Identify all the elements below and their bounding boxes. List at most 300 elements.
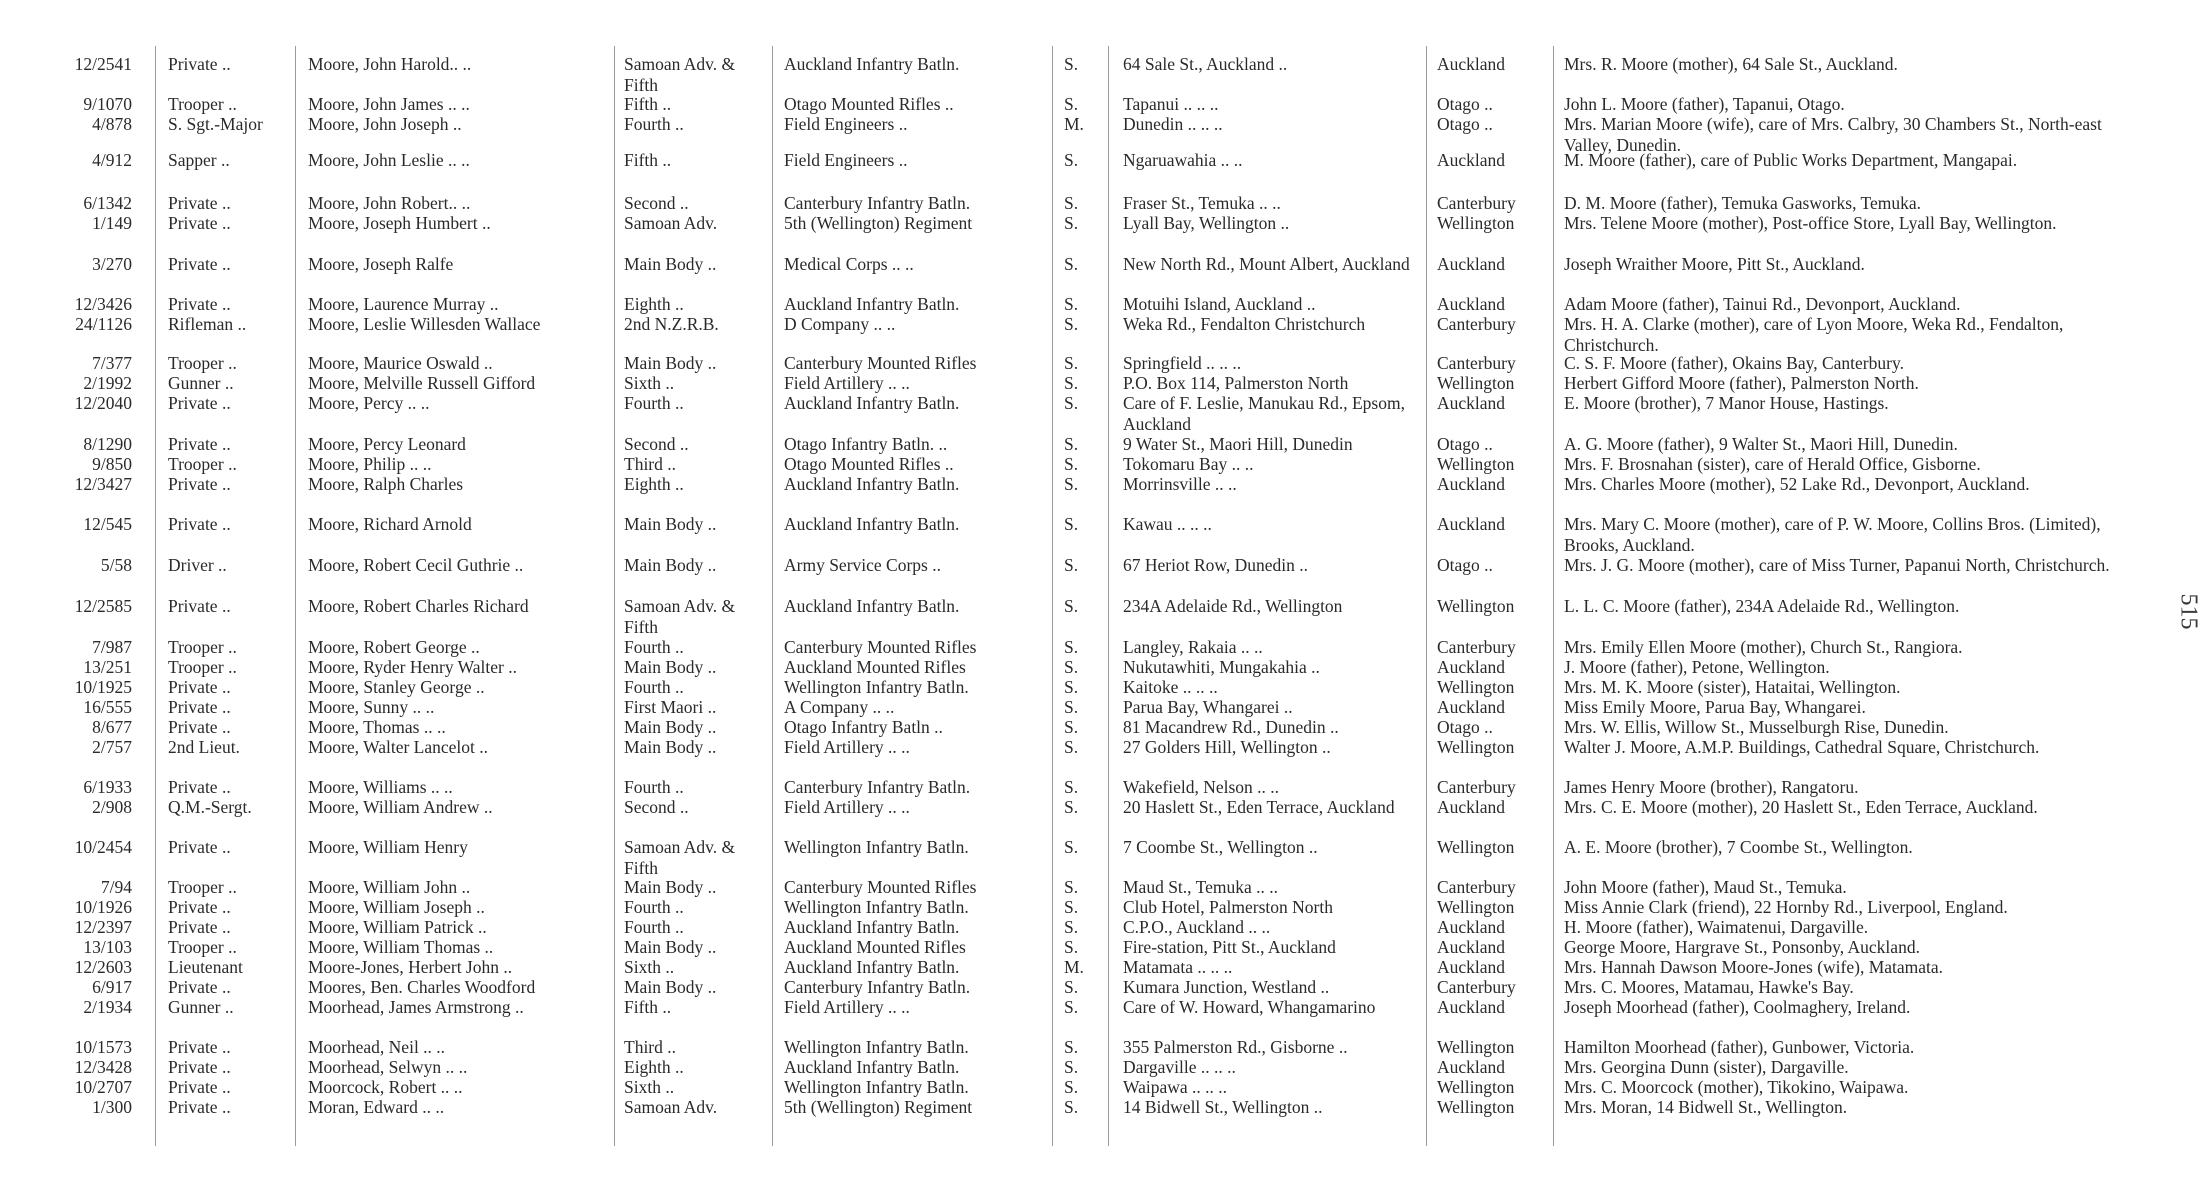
soldier-name-cell: Moore, Walter Lancelot .. (308, 737, 489, 757)
corps-cell: Auckland Infantry Batln. (784, 54, 960, 74)
marital-status-cell: S. (1064, 1037, 1079, 1057)
next-of-kin-cell: Hamilton Moorhead (father), Gunbower, Victoria. (1564, 1037, 1915, 1057)
rank-cell: Trooper .. (168, 937, 237, 957)
regimental-number-cell: 12/3427 (74, 474, 132, 494)
draft-unit-cell: Main Body .. (624, 877, 717, 897)
marital-status-cell: S. (1064, 697, 1079, 717)
district-cell: Auckland (1437, 254, 1506, 274)
soldier-name-cell: Moran, Edward .. .. (308, 1097, 445, 1117)
soldier-name-cell: Moore, Ryder Henry Walter .. (308, 657, 517, 677)
district-cell: Auckland (1437, 393, 1506, 413)
district-cell: Wellington (1437, 737, 1515, 757)
rank-cell: Private .. (168, 193, 231, 213)
next-of-kin-cell: James Henry Moore (brother), Rangatoru. (1564, 777, 1859, 797)
soldier-name-cell: Moore, Melville Russell Gifford (308, 373, 536, 393)
next-of-kin-cell: Mrs. C. Moores, Matamau, Hawke's Bay. (1564, 977, 1854, 997)
draft-unit-cell: Fourth .. (624, 777, 684, 797)
last-address-cell: 20 Haslett St., Eden Terrace, Auckland (1123, 797, 1395, 817)
next-of-kin-cell: Joseph Wraither Moore, Pitt St., Auckland. (1564, 254, 1865, 274)
regimental-number-cell: 1/300 (92, 1097, 132, 1117)
draft-unit-cell: Second .. (624, 434, 689, 454)
draft-unit-cell: Fourth .. (624, 637, 684, 657)
district-cell: Auckland (1437, 294, 1506, 314)
district-cell: Auckland (1437, 657, 1506, 677)
regimental-number-cell: 16/555 (83, 697, 132, 717)
rank-cell: Private .. (168, 777, 231, 797)
next-of-kin-cell: Mrs. R. Moore (mother), 64 Sale St., Auckland. (1564, 54, 1898, 74)
column-divider (614, 46, 615, 1146)
rank-cell: Private .. (168, 596, 231, 616)
marital-status-cell: S. (1064, 353, 1079, 373)
marital-status-cell: S. (1064, 213, 1079, 233)
marital-status-cell: M. (1064, 114, 1084, 134)
district-cell: Auckland (1437, 697, 1506, 717)
regimental-number-cell: 10/1925 (74, 677, 132, 697)
district-cell: Wellington (1437, 373, 1515, 393)
corps-cell: Auckland Infantry Batln. (784, 917, 960, 937)
soldier-name-cell: Moore, Richard Arnold (308, 514, 472, 534)
soldier-name-cell: Moore, Ralph Charles (308, 474, 464, 494)
corps-cell: Otago Infantry Batln. .. (784, 434, 948, 454)
last-address-cell: Springfield .. .. .. (1123, 353, 1242, 373)
district-cell: Canterbury (1437, 353, 1516, 373)
last-address-cell: Care of F. Leslie, Manukau Rd., Epsom, Auckland (1123, 393, 1405, 434)
last-address-cell: Wakefield, Nelson .. .. (1123, 777, 1280, 797)
regimental-number-cell: 24/1126 (75, 314, 132, 334)
regimental-number-cell: 7/987 (92, 637, 132, 657)
soldier-name-cell: Moore, Maurice Oswald .. (308, 353, 493, 373)
corps-cell: D Company .. .. (784, 314, 896, 334)
soldier-name-cell: Moore, Laurence Murray .. (308, 294, 499, 314)
next-of-kin-cell: H. Moore (father), Waimatenui, Dargaville. (1564, 917, 1869, 937)
rank-cell: Trooper .. (168, 657, 237, 677)
last-address-cell: Waipawa .. .. .. (1123, 1077, 1228, 1097)
district-cell: Otago .. (1437, 114, 1493, 134)
last-address-cell: 81 Macandrew Rd., Dunedin .. (1123, 717, 1339, 737)
rank-cell: Private .. (168, 54, 231, 74)
district-cell: Wellington (1437, 897, 1515, 917)
last-address-cell: 27 Golders Hill, Wellington .. (1123, 737, 1331, 757)
marital-status-cell: S. (1064, 555, 1079, 575)
corps-cell: Otago Infantry Batln .. (784, 717, 943, 737)
rank-cell: Private .. (168, 474, 231, 494)
last-address-cell: Weka Rd., Fendalton Christchurch (1123, 314, 1366, 334)
rank-cell: Private .. (168, 434, 231, 454)
regimental-number-cell: 12/2397 (74, 917, 132, 937)
marital-status-cell: S. (1064, 937, 1079, 957)
corps-cell: Medical Corps .. .. (784, 254, 914, 274)
district-cell: Auckland (1437, 54, 1506, 74)
next-of-kin-cell: John Moore (father), Maud St., Temuka. (1564, 877, 1847, 897)
corps-cell: Auckland Infantry Batln. (784, 1057, 960, 1077)
next-of-kin-cell: George Moore, Hargrave St., Ponsonby, Auckland. (1564, 937, 1920, 957)
regimental-number-cell: 12/2541 (74, 54, 132, 74)
next-of-kin-cell: M. Moore (father), care of Public Works Department, Mangapai. (1564, 150, 2018, 170)
last-address-cell: 14 Bidwell St., Wellington .. (1123, 1097, 1323, 1117)
soldier-name-cell: Moore, Robert Cecil Guthrie .. (308, 555, 524, 575)
corps-cell: Field Artillery .. .. (784, 373, 910, 393)
regimental-number-cell: 6/917 (92, 977, 132, 997)
corps-cell: Field Artillery .. .. (784, 797, 910, 817)
next-of-kin-cell: L. L. C. Moore (father), 234A Adelaide Rd., Wellington. (1564, 596, 1960, 616)
regimental-number-cell: 2/1992 (83, 373, 132, 393)
draft-unit-cell: Main Body .. (624, 555, 717, 575)
soldier-name-cell: Moore, John Robert.. .. (308, 193, 471, 213)
rank-cell: Private .. (168, 1037, 231, 1057)
marital-status-cell: S. (1064, 977, 1079, 997)
last-address-cell: Tapanui .. .. .. (1123, 94, 1219, 114)
regimental-number-cell: 12/3426 (74, 294, 132, 314)
marital-status-cell: M. (1064, 957, 1084, 977)
rank-cell: Private .. (168, 677, 231, 697)
regimental-number-cell: 6/1342 (83, 193, 132, 213)
district-cell: Auckland (1437, 937, 1506, 957)
marital-status-cell: S. (1064, 596, 1079, 616)
regimental-number-cell: 6/1933 (83, 777, 132, 797)
next-of-kin-cell: Miss Emily Moore, Parua Bay, Whangarei. (1564, 697, 1866, 717)
soldier-name-cell: Moore, William Henry (308, 837, 468, 857)
regimental-number-cell: 12/2585 (74, 596, 132, 616)
rank-cell: Private .. (168, 1097, 231, 1117)
regimental-number-cell: 4/912 (92, 150, 132, 170)
soldier-name-cell: Moore, Robert Charles Richard (308, 596, 529, 616)
next-of-kin-cell: Walter J. Moore, A.M.P. Buildings, Cathedral Square, Christchurch. (1564, 737, 2040, 757)
draft-unit-cell: Eighth .. (624, 474, 684, 494)
last-address-cell: 64 Sale St., Auckland .. (1123, 54, 1288, 74)
soldier-name-cell: Moorhead, James Armstrong .. (308, 997, 524, 1017)
corps-cell: Auckland Infantry Batln. (784, 294, 960, 314)
draft-unit-cell: Sixth .. (624, 373, 675, 393)
district-cell: Otago .. (1437, 94, 1493, 114)
corps-cell: Auckland Infantry Batln. (784, 474, 960, 494)
draft-unit-cell: Fifth .. (624, 150, 672, 170)
soldier-name-cell: Moore, William Joseph .. (308, 897, 485, 917)
district-cell: Otago .. (1437, 434, 1493, 454)
corps-cell: 5th (Wellington) Regiment (784, 1097, 973, 1117)
next-of-kin-cell: Mrs. Hannah Dawson Moore-Jones (wife), Matamata. (1564, 957, 1944, 977)
draft-unit-cell: Main Body .. (624, 657, 717, 677)
corps-cell: Wellington Infantry Batln. (784, 677, 969, 697)
soldier-name-cell: Moore, John Joseph .. (308, 114, 462, 134)
corps-cell: Canterbury Mounted Rifles (784, 877, 977, 897)
soldier-name-cell: Moore, John Leslie .. .. (308, 150, 470, 170)
district-cell: Auckland (1437, 917, 1506, 937)
district-cell: Canterbury (1437, 977, 1516, 997)
last-address-cell: Tokomaru Bay .. .. (1123, 454, 1254, 474)
draft-unit-cell: Samoan Adv. & Fifth (624, 596, 736, 637)
last-address-cell: Kumara Junction, Westland .. (1123, 977, 1330, 997)
draft-unit-cell: Fourth .. (624, 114, 684, 134)
draft-unit-cell: Third .. (624, 1037, 677, 1057)
next-of-kin-cell: Herbert Gifford Moore (father), Palmerston North. (1564, 373, 1919, 393)
draft-unit-cell: Sixth .. (624, 1077, 675, 1097)
marital-status-cell: S. (1064, 314, 1079, 334)
draft-unit-cell: Fourth .. (624, 393, 684, 413)
next-of-kin-cell: Adam Moore (father), Tainui Rd., Devonport, Auckland. (1564, 294, 1961, 314)
corps-cell: Canterbury Infantry Batln. (784, 777, 971, 797)
last-address-cell: Lyall Bay, Wellington .. (1123, 213, 1290, 233)
draft-unit-cell: First Maori .. (624, 697, 717, 717)
soldier-name-cell: Moore, Philip .. .. (308, 454, 432, 474)
soldier-name-cell: Moore, Joseph Humbert .. (308, 213, 491, 233)
soldier-name-cell: Moore, Leslie Willesden Wallace (308, 314, 541, 334)
marital-status-cell: S. (1064, 637, 1079, 657)
last-address-cell: 7 Coombe St., Wellington .. (1123, 837, 1318, 857)
corps-cell: Otago Mounted Rifles .. (784, 94, 954, 114)
rank-cell: Private .. (168, 294, 231, 314)
soldier-name-cell: Moores, Ben. Charles Woodford (308, 977, 536, 997)
regimental-number-cell: 12/3428 (74, 1057, 132, 1077)
last-address-cell: Kaitoke .. .. .. (1123, 677, 1218, 697)
corps-cell: 5th (Wellington) Regiment (784, 213, 973, 233)
rank-cell: Private .. (168, 213, 231, 233)
last-address-cell: Langley, Rakaia .. .. (1123, 637, 1263, 657)
district-cell: Auckland (1437, 957, 1506, 977)
last-address-cell: Dunedin .. .. .. (1123, 114, 1223, 134)
soldier-name-cell: Moorhead, Selwyn .. .. (308, 1057, 468, 1077)
regimental-number-cell: 12/2040 (74, 393, 132, 413)
corps-cell: Canterbury Infantry Batln. (784, 977, 971, 997)
rank-cell: 2nd Lieut. (168, 737, 240, 757)
marital-status-cell: S. (1064, 1057, 1079, 1077)
district-cell: Canterbury (1437, 637, 1516, 657)
soldier-name-cell: Moore, William Andrew .. (308, 797, 493, 817)
corps-cell: Wellington Infantry Batln. (784, 1037, 969, 1057)
district-cell: Canterbury (1437, 314, 1516, 334)
last-address-cell: Maud St., Temuka .. .. (1123, 877, 1278, 897)
soldier-name-cell: Moore, Williams .. .. (308, 777, 453, 797)
column-divider (295, 46, 296, 1146)
draft-unit-cell: 2nd N.Z.R.B. (624, 314, 719, 334)
regimental-number-cell: 7/377 (92, 353, 132, 373)
district-cell: Canterbury (1437, 777, 1516, 797)
marital-status-cell: S. (1064, 997, 1079, 1017)
district-cell: Auckland (1437, 514, 1506, 534)
rank-cell: Driver .. (168, 555, 227, 575)
district-cell: Wellington (1437, 1037, 1515, 1057)
soldier-name-cell: Moore, Robert George .. (308, 637, 480, 657)
marital-status-cell: S. (1064, 393, 1079, 413)
soldier-name-cell: Moore, Percy .. .. (308, 393, 430, 413)
rank-cell: Sapper .. (168, 150, 230, 170)
draft-unit-cell: Eighth .. (624, 1057, 684, 1077)
rank-cell: Private .. (168, 254, 231, 274)
corps-cell: Field Engineers .. (784, 114, 908, 134)
corps-cell: A Company .. .. (784, 697, 895, 717)
corps-cell: Field Artillery .. .. (784, 997, 910, 1017)
next-of-kin-cell: A. E. Moore (brother), 7 Coombe St., Wellington. (1564, 837, 1913, 857)
corps-cell: Canterbury Mounted Rifles (784, 353, 977, 373)
marital-status-cell: S. (1064, 514, 1079, 534)
last-address-cell: 355 Palmerston Rd., Gisborne .. (1123, 1037, 1348, 1057)
rank-cell: Private .. (168, 1077, 231, 1097)
last-address-cell: Motuihi Island, Auckland .. (1123, 294, 1316, 314)
district-cell: Canterbury (1437, 877, 1516, 897)
rank-cell: Private .. (168, 1057, 231, 1077)
last-address-cell: Nukutawhiti, Mungakahia .. (1123, 657, 1320, 677)
marital-status-cell: S. (1064, 677, 1079, 697)
corps-cell: Field Artillery .. .. (784, 737, 910, 757)
marital-status-cell: S. (1064, 193, 1079, 213)
next-of-kin-cell: A. G. Moore (father), 9 Walter St., Maori Hill, Dunedin. (1564, 434, 1958, 454)
regimental-number-cell: 13/251 (83, 657, 132, 677)
district-cell: Wellington (1437, 596, 1515, 616)
marital-status-cell: S. (1064, 454, 1079, 474)
next-of-kin-cell: Mrs. C. E. Moore (mother), 20 Haslett St., Eden Terrace, Auckland. (1564, 797, 2038, 817)
district-cell: Auckland (1437, 1057, 1506, 1077)
district-cell: Auckland (1437, 474, 1506, 494)
soldier-name-cell: Moorcock, Robert .. .. (308, 1077, 463, 1097)
soldier-name-cell: Moorhead, Neil .. .. (308, 1037, 446, 1057)
marital-status-cell: S. (1064, 294, 1079, 314)
soldier-name-cell: Moore, William Thomas .. (308, 937, 494, 957)
district-cell: Otago .. (1437, 555, 1493, 575)
corps-cell: Wellington Infantry Batln. (784, 1077, 969, 1097)
next-of-kin-cell: Mrs. W. Ellis, Willow St., Musselburgh Rise, Dunedin. (1564, 717, 1949, 737)
corps-cell: Auckland Infantry Batln. (784, 596, 960, 616)
regimental-number-cell: 9/850 (92, 454, 132, 474)
next-of-kin-cell: E. Moore (brother), 7 Manor House, Hastings. (1564, 393, 1889, 413)
regimental-number-cell: 2/757 (92, 737, 132, 757)
last-address-cell: New North Rd., Mount Albert, Auckland (1123, 254, 1410, 274)
corps-cell: Wellington Infantry Batln. (784, 837, 969, 857)
next-of-kin-cell: Mrs. Emily Ellen Moore (mother), Church St., Rangiora. (1564, 637, 1963, 657)
district-cell: Auckland (1437, 150, 1506, 170)
rank-cell: Rifleman .. (168, 314, 247, 334)
regimental-number-cell: 10/1573 (74, 1037, 132, 1057)
marital-status-cell: S. (1064, 917, 1079, 937)
marital-status-cell: S. (1064, 434, 1079, 454)
next-of-kin-cell: Mrs. Moran, 14 Bidwell St., Wellington. (1564, 1097, 1848, 1117)
next-of-kin-cell: J. Moore (father), Petone, Wellington. (1564, 657, 1830, 677)
last-address-cell: 67 Heriot Row, Dunedin .. (1123, 555, 1309, 575)
district-cell: Auckland (1437, 797, 1506, 817)
regimental-number-cell: 12/545 (83, 514, 132, 534)
soldier-name-cell: Moore, Joseph Ralfe (308, 254, 454, 274)
last-address-cell: Matamata .. .. .. (1123, 957, 1233, 977)
district-cell: Wellington (1437, 213, 1515, 233)
district-cell: Auckland (1437, 997, 1506, 1017)
next-of-kin-cell: Mrs. F. Brosnahan (sister), care of Herald Office, Gisborne. (1564, 454, 1981, 474)
draft-unit-cell: Samoan Adv. (624, 1097, 718, 1117)
draft-unit-cell: Eighth .. (624, 294, 684, 314)
marital-status-cell: S. (1064, 474, 1079, 494)
soldier-name-cell: Moore, Percy Leonard (308, 434, 466, 454)
rank-cell: Trooper .. (168, 877, 237, 897)
last-address-cell: Dargaville .. .. .. (1123, 1057, 1236, 1077)
marital-status-cell: S. (1064, 877, 1079, 897)
draft-unit-cell: Fourth .. (624, 677, 684, 697)
regimental-number-cell: 13/103 (83, 937, 132, 957)
regimental-number-cell: 3/270 (92, 254, 132, 274)
corps-cell: Auckland Mounted Rifles (784, 937, 966, 957)
draft-unit-cell: Main Body .. (624, 717, 717, 737)
rank-cell: Q.M.-Sergt. (168, 797, 252, 817)
marital-status-cell: S. (1064, 54, 1079, 74)
corps-cell: Canterbury Mounted Rifles (784, 637, 977, 657)
district-cell: Otago .. (1437, 717, 1493, 737)
soldier-name-cell: Moore, Sunny .. .. (308, 697, 435, 717)
corps-cell: Army Service Corps .. (784, 555, 941, 575)
regimental-number-cell: 8/1290 (83, 434, 132, 454)
district-cell: Wellington (1437, 677, 1515, 697)
draft-unit-cell: Fifth .. (624, 997, 672, 1017)
next-of-kin-cell: John L. Moore (father), Tapanui, Otago. (1564, 94, 1845, 114)
draft-unit-cell: Main Body .. (624, 737, 717, 757)
last-address-cell: C.P.O., Auckland .. .. (1123, 917, 1271, 937)
marital-status-cell: S. (1064, 717, 1079, 737)
next-of-kin-cell: C. S. F. Moore (father), Okains Bay, Canterbury. (1564, 353, 1904, 373)
next-of-kin-cell: Mrs. M. K. Moore (sister), Hataitai, Wellington. (1564, 677, 1901, 697)
last-address-cell: Fire-station, Pitt St., Auckland (1123, 937, 1336, 957)
regimental-number-cell: 12/2603 (74, 957, 132, 977)
regimental-number-cell: 4/878 (92, 114, 132, 134)
marital-status-cell: S. (1064, 1097, 1079, 1117)
regimental-number-cell: 9/1070 (83, 94, 132, 114)
soldier-name-cell: Moore, William Patrick .. (308, 917, 487, 937)
regimental-number-cell: 7/94 (100, 877, 132, 897)
regimental-number-cell: 2/908 (92, 797, 132, 817)
rank-cell: Private .. (168, 837, 231, 857)
district-cell: Wellington (1437, 1077, 1515, 1097)
soldier-name-cell: Moore, Stanley George .. (308, 677, 485, 697)
draft-unit-cell: Fourth .. (624, 917, 684, 937)
next-of-kin-cell: Mrs. C. Moorcock (mother), Tikokino, Waipawa. (1564, 1077, 1909, 1097)
marital-status-cell: S. (1064, 254, 1079, 274)
district-cell: Wellington (1437, 454, 1515, 474)
corps-cell: Auckland Infantry Batln. (784, 393, 960, 413)
last-address-cell: Parua Bay, Whangarei .. (1123, 697, 1293, 717)
soldier-name-cell: Moore-Jones, Herbert John .. (308, 957, 513, 977)
page-number: 515 (2175, 593, 2202, 630)
corps-cell: Otago Mounted Rifles .. (784, 454, 954, 474)
rank-cell: Private .. (168, 977, 231, 997)
draft-unit-cell: Main Body .. (624, 514, 717, 534)
corps-cell: Wellington Infantry Batln. (784, 897, 969, 917)
district-cell: Wellington (1437, 1097, 1515, 1117)
column-divider (772, 46, 773, 1146)
marital-status-cell: S. (1064, 837, 1079, 857)
draft-unit-cell: Sixth .. (624, 957, 675, 977)
regimental-number-cell: 2/1934 (83, 997, 132, 1017)
rank-cell: S. Sgt.-Major (168, 114, 263, 134)
district-cell: Canterbury (1437, 193, 1516, 213)
rank-cell: Trooper .. (168, 637, 237, 657)
draft-unit-cell: Main Body .. (624, 353, 717, 373)
next-of-kin-cell: Mrs. Georgina Dunn (sister), Dargaville. (1564, 1057, 1849, 1077)
last-address-cell: Ngaruawahia .. .. (1123, 150, 1243, 170)
next-of-kin-cell: Joseph Moorhead (father), Coolmaghery, Ireland. (1564, 997, 1911, 1017)
last-address-cell: Club Hotel, Palmerston North (1123, 897, 1333, 917)
last-address-cell: Care of W. Howard, Whangamarino (1123, 997, 1376, 1017)
draft-unit-cell: Second .. (624, 797, 689, 817)
rank-cell: Gunner .. (168, 373, 234, 393)
draft-unit-cell: Samoan Adv. & Fifth (624, 54, 736, 95)
rank-cell: Private .. (168, 697, 231, 717)
marital-status-cell: S. (1064, 94, 1079, 114)
next-of-kin-cell: Mrs. Marian Moore (wife), care of Mrs. Calbry, 30 Chambers St., North-east Valley, Dunedin. (1564, 114, 2102, 155)
last-address-cell: P.O. Box 114, Palmerston North (1123, 373, 1349, 393)
last-address-cell: Kawau .. .. .. (1123, 514, 1212, 534)
marital-status-cell: S. (1064, 1077, 1079, 1097)
marital-status-cell: S. (1064, 797, 1079, 817)
soldier-name-cell: Moore, Thomas .. .. (308, 717, 446, 737)
marital-status-cell: S. (1064, 777, 1079, 797)
regimental-number-cell: 5/58 (100, 555, 132, 575)
column-divider (1052, 46, 1053, 1146)
corps-cell: Auckland Mounted Rifles (784, 657, 966, 677)
draft-unit-cell: Fourth .. (624, 897, 684, 917)
